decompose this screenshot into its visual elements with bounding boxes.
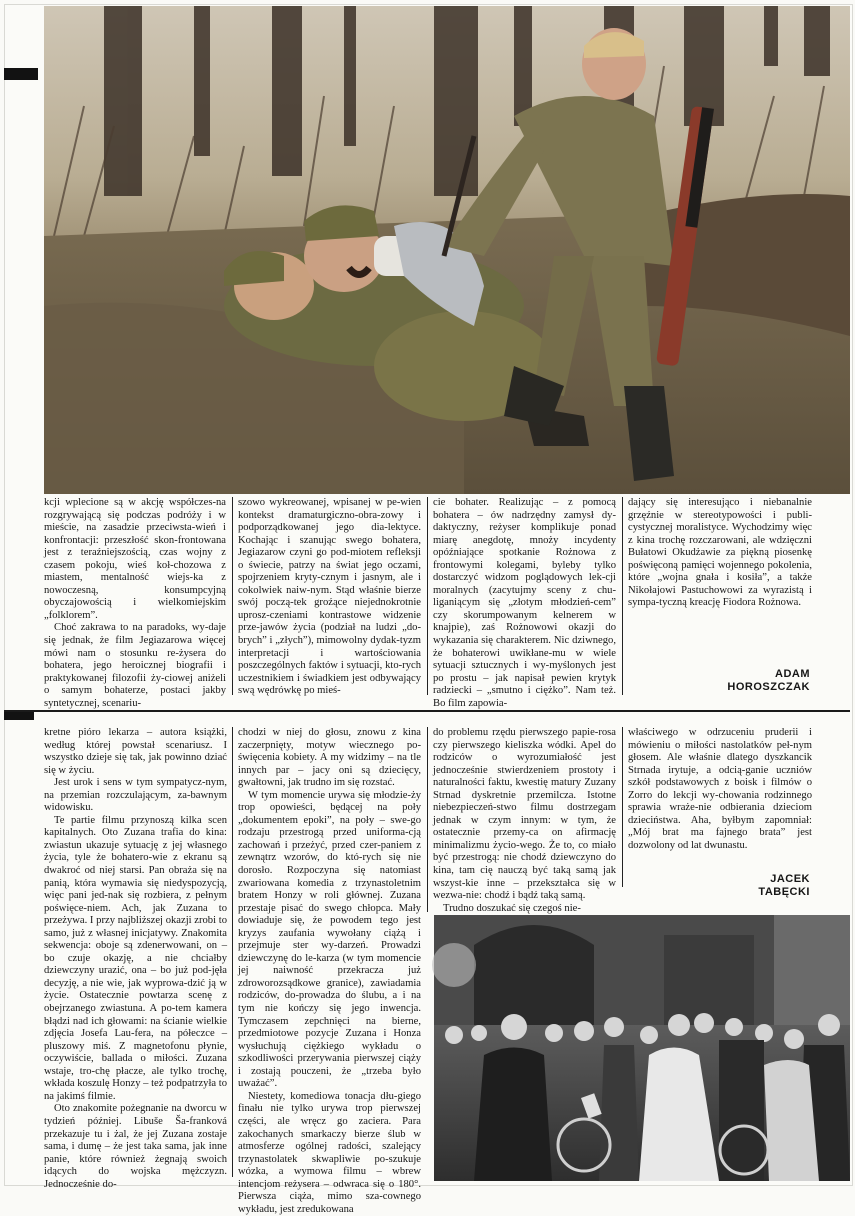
article1-column-3	[433, 497, 616, 709]
author-last-name: HOROSZCZAK	[727, 681, 810, 693]
film-still-wedding-crowd	[434, 915, 850, 1181]
paragraph: cie bohater. Realizując – z pomocą bohatera – ów nadrzędny zamysł dy-daktyczny, reżyser komplikuje ponad miarę anegdotę, mnoży incydenty opóźniające spotkanie Rożnowa z frontowymi kolegami, byleby tylko dostarczyć widzom poglądowych lek-cji moralnych (zacytujmy sceny z chu-liganiącym się „złotym młodzień-cem” czy skorumpowanym kelnerem w knajpie), zaś Rożnowowi okazji do wykazania się charakterem. Nic dziwnego, że bohaterowi uwikłane-mu w wiele sytuacji sztucznych i wy-myślonych jest po prostu – jak napisał pewien krytyk radziecki – „smutno i ciężko”. Nam też. Bo film zapowia-	[433, 497, 616, 709]
section-divider	[4, 710, 850, 712]
article1-column-2	[238, 497, 421, 697]
paragraph: Trudno doszukać się czegoś nie-	[443, 902, 581, 914]
paragraph: Jest urok i sens w tym sympatycz-nym, na przemian rozczulającym, za-bawnym widowisku.	[44, 777, 227, 814]
column-divider	[232, 497, 233, 695]
author-first-name: ADAM	[775, 668, 810, 680]
section-marker-bar	[4, 68, 38, 80]
paragraph: Niestety, komediowa tonacja dłu-giego finału nie tylko urywa trop pierwszej części, ale wręcz go zaciera. Para zakochanych smarkaczy bierze ślub w atmosferze ogólnej radości, szalejący trzynastolatek skwapliwie po-szukuje wózka, a wymowa filmu – wbrew intencjom reżysera – odwraca się o 180°. Pierwsza ciąża, mimo sza-cownego wykładu, jest zredukowana	[238, 1090, 421, 1215]
paragraph: właściwego w odrzuceniu pruderii i mówieniu o miłości nastolatków peł-nym głosem. Ale właśnie dlatego dyszkancik Strnada irytuje, a odcią-ganie uczniów szkół podstawowych z boisk i filmów o Zorro do lekcji wy-chowania rodzinnego sprawia wraże-nie odbierania dzieciom dzieciństwa. Aha, byłbym zapomniał: „Mój brat ma fajnego brata” jest dozwolony od lat dwunastu.	[628, 727, 812, 851]
paragraph: W tym momencie urywa się młodzie-ży trop opowieści, będącej na poły „dokumentem epoki”, na poły – swe-go rodzaju przestrogą przed uniforma-cją zachowań i przeżyć, przed czer-paniem z zewnątrz wzorów, do któ-rych się nie dorosło. Rozpoczyna się natomiast zwariowana komedia z trzynastoletnim bratem Honzy w roli głównej. Zuzana przestaje pisać do swego chłopca. Mały dowiaduje się, że powodem tego jest kryzys zaufania wywołany ciążą i przejmuje ster wy-darzeń. Prowadzi dziewczynę do le-karza (w tym momencie jej naiwność przekracza już zdroworozsądkowe granice), zawiadamia rodziców, do-prowadza do ślubu, a i na tym nie kończy się jego inwencja. Tymczasem zepchnięci na bierne, przedmiotowe pozycje Zuzana i Honza wysłuchują ciężkiego wykładu o szkodliwości przerywania pierwszej ciąży i zostają pouczeni, że „trzeba było uważać”.	[238, 789, 421, 1090]
author-last-name: TABĘCKI	[758, 886, 810, 898]
paragraph: szowo wykreowanej, wpisanej w pe-wien kontekst dramaturgiczno-obra-zowy i podporządkowanej jego dia-lektyce. Kochając i szanując swego bohatera, Jegiazarow czyni go pod-miotem refleksji o świecie, patrzy na świat jego oczami, spojrzeniem kryty-cznym i jasnym, ale i cokolwiek naiw-nym. Stąd właśnie bierze swój począ-tek groźące niejednokrotnie uprosz-czeniami kontrastowe widzenie prze-jawów życia (podział na ludzi „do-brych” i „złych”), mimowolny dydak-tyzm interpretacji i wartościowania poszczególnych faktów i sytuacji, kto-rych uczestnikiem i świadkiem jest odbywający swą wędrówkę po mieś-	[238, 497, 421, 697]
paragraph: Te partie filmu przynoszą kilka scen kapitalnych. Oto Zuzana trafia do kina: zwiastun ukazuje sytuację z jej własnego życia, tyle że bohatero-wie z ekranu są dwakroć od niej starsi. Pan obraża się na panią, która wymawia się niedyspozycją, więc pani jed-nak się rozbiera, z pełnym poświęce-niem. Ach, jak Zuzana to przeżywa. I przy najbliższej okazji zrobi to samo, już z własnej inicjatywy. Znakomita sekwencja: oboje są zdenerwowani, on – bo czuje okazję, a nie chciałby dziewczyny urazić, ona – bo już pod-jęła decyzję, a nie wie, jak wyprowa-dzić ją w życie. Ostatecznie powtarza scenę z obejrzanego zwiastuna. A po-tem kamera błądzi nad ich głowami: na ścianie wielkie zdjęcia Josefa Lau-fera, na półeczce – pluszowy miś. Z magnetofonu płynie, oczywiście, ballada o miłości. Zuzana wstaje, tro-chę płacze, ale tylko trochę, wkłada koszulę Honzy – też podpatrzyła to na jakimś filmie.	[44, 814, 227, 1102]
column-divider	[622, 727, 623, 887]
author-first-name: JACEK	[770, 873, 810, 885]
column-divider	[427, 727, 428, 912]
article2-column-4	[628, 727, 812, 857]
article2-column-1	[44, 727, 227, 1190]
paragraph: kretne pióro lekarza – autora książki, według której powstał scenariusz. I wszystko dzieje się tak, jak powinno dziać się w życiu.	[44, 727, 227, 776]
paragraph: dający się interesująco i niebanalnie grzęźnie w stereotypowości i publi-cystycznej moralistyce. Wychodzimy więc z kina trochę rozczarowani, ale wdzięczni Bułatowi Okudżawie za piękną piosenkę poświęconą pamięci wojennego pokolenia, które „wojna gnała i kosiła”, a także Nikołajowi Pastuchowowi za wyrazistą i sympa-tyczną kreację Fiodora Rożnowa.	[628, 497, 812, 609]
paragraph: do problemu rzędu pierwszego papie-rosa czy pierwszego kieliszka wódki. Apel do rodziców o wyrozumiałość jest jednocześnie stwierdzeniem prostoty i naturalności faktu, kwestię matury Zuzany Strnad dyskretnie przemilcza. Istotne niebezpieczeń-stwo filmu dostrzegam jednak w czym innym: w tym, że ostatecznie przemy-ca on afirmację minimalizmu życio-wego. Że to, co miało być przestrogą: nie chodź dziewczyno do kina, tam cię nauczą być taką samą jak wszyst-kie inne – przekształca się w wezwa-nie: chodź i bądź taką samą.	[433, 727, 616, 902]
author-byline	[660, 668, 810, 694]
paragraph: Choć zakrawa to na paradoks, wy-daje się jednak, że film Jegiazarowa więcej mówi nam o stosunku re-żysera do bohatera, jego heroicznej biografii i praktykowanej filozofii ży-ciowej aniżeli o samym bohaterze, postaci jakby syntetycznej, scenariu-	[44, 622, 226, 709]
article2-column-3	[433, 727, 616, 914]
column-divider	[232, 727, 233, 1177]
column-divider	[622, 497, 623, 695]
film-still-soldiers-forest	[44, 6, 850, 494]
paragraph: kcji wplecione są w akcję współczes-na rozgrywającą się podczas podróży i w mieście, na zasadzie przeciwsta-wień i konfrontacji: przeszłość skon-frontowana jest z teraźniejszością, czas wojny z czasem pokoju, wieś koł-chozowa z miastem, mentalność wiejs-ka z nowoczesną, konsumpcyjną obyczajowością i wielkomiejskim „folklorem”.	[44, 497, 226, 621]
author-byline	[660, 873, 810, 899]
paragraph: Oto znakomite pożegnanie na dworcu w tydzień później. Libuše Ša-franková przekazuje tu i żal, że jej Zuzana zostaje sama, i dumę – że jest taka sama, jak inne panie, które również żegnają swoich idących do wojska mężczyzn. Jednocześnie do-	[44, 1103, 227, 1190]
article1-column-4	[628, 497, 812, 627]
column-divider	[427, 497, 428, 695]
paragraph: chodzi w niej do głosu, znowu z kina zaczerpnięty, motyw wiecznego po-święcenia kobiety. A my widzimy – na tle innych par – jacy oni są dziecięcy, gwałtowni, jak trudno im się rozstać.	[238, 727, 421, 789]
article2-column-2	[238, 727, 421, 1215]
article1-column-1	[44, 497, 226, 709]
section-marker-bar-2	[4, 712, 34, 720]
